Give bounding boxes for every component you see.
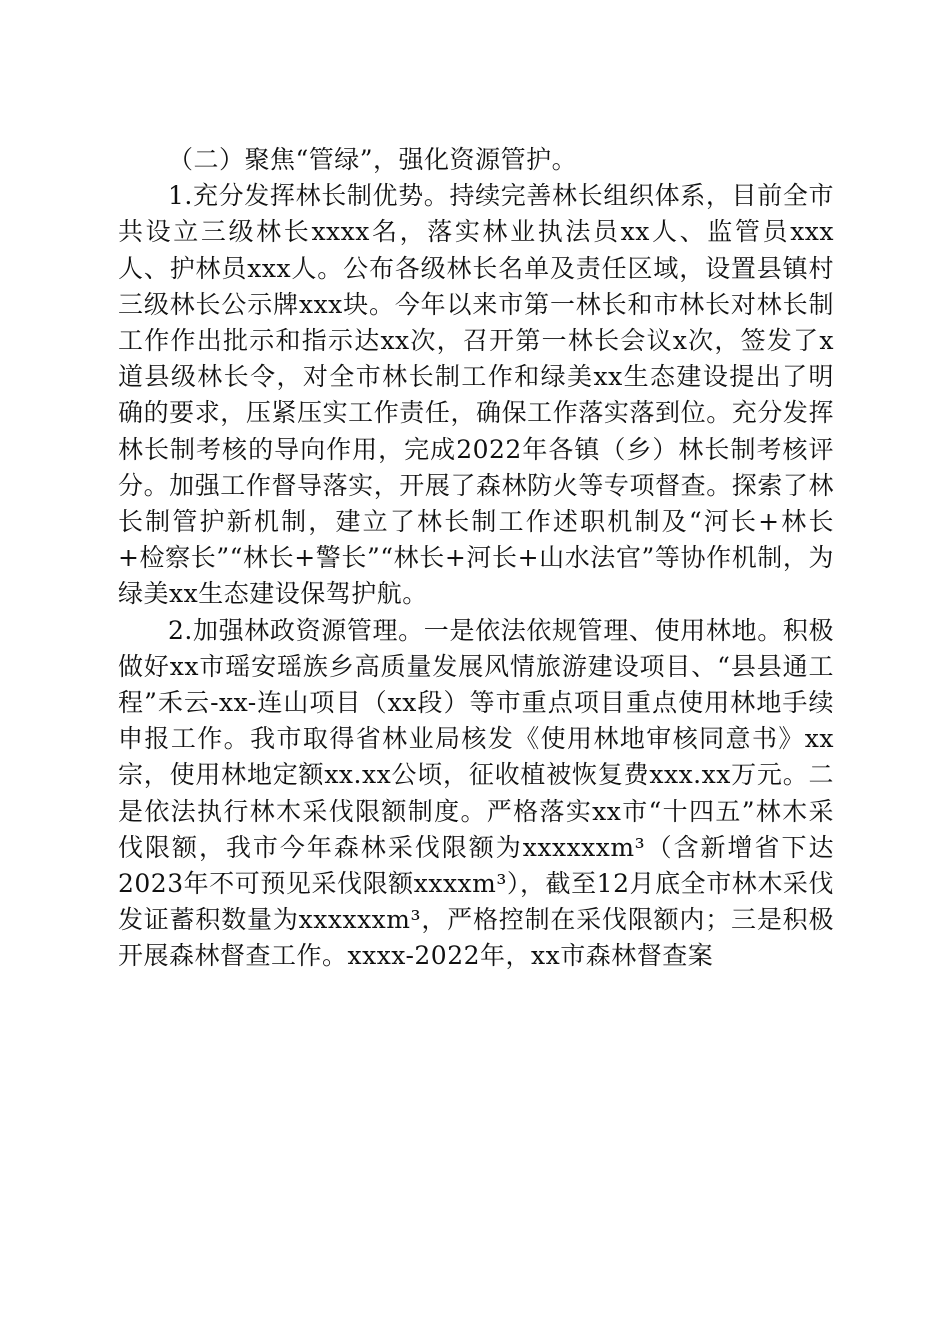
paragraph-forest-chief-system: 1.充分发挥林长制优势。持续完善林长组织体系，目前全市共设立三级林长xxxx名，落实林业执法员xx人、监管员xxx人、护林员xxx人。公布各级林长名单及责任区域，设置县镇村三级林长公示牌xxx块。今年以来市第一林长和市林长对林长制工作作出批示和指示达xx次，召开第一林长会议x次，签发了x道县级林长令，对全市林长制工作和绿美xx生态建设提出了明确的要求，压紧压实工作责任，确保工作落实落到位。充分发挥林长制考核的导向作用，完成2022年各镇（乡）林长制考核评分。加强工作督导落实，开展了森林防火等专项督查。探索了林长制管护新机制，建立了林长制工作述职机制及“河长+林长+检察长”“林长+警长”“林长+河长+山水法官”等协作机制，为绿美xx生态建设保驾护航。 [118,181,834,609]
section-heading: （二）聚焦“管绿”，强化资源管护。 [168,145,578,174]
paragraph-forest-resource-management: 2.加强林政资源管理。一是依法依规管理、使用林地。积极做好xx市瑶安瑶族乡高质量发展风情旅游建设项目、“县县通工程”禾云-xx-连山项目（xx段）等市重点项目重点使用林地手续申报工作。我市取得省林业局核发《使用林地审核同意书》xx宗，使用林地定额xx.xx公顷，征收植被恢复费xxx.xx万元。二是依法执行林木采伐限额制度。严格落实xx市“十四五”林木采伐限额，我市今年森林采伐限额为xxxxxxm³（含新增省下达2023年不可预见采伐限额xxxxm³），截至12月底全市林木采伐发证蓄积数量为xxxxxxm³，严格控制在采伐限额内；三是积极开展森林督查工作。xxxx-2022年，xx市森林督查案 [118,615,834,971]
document-body [118,142,834,975]
